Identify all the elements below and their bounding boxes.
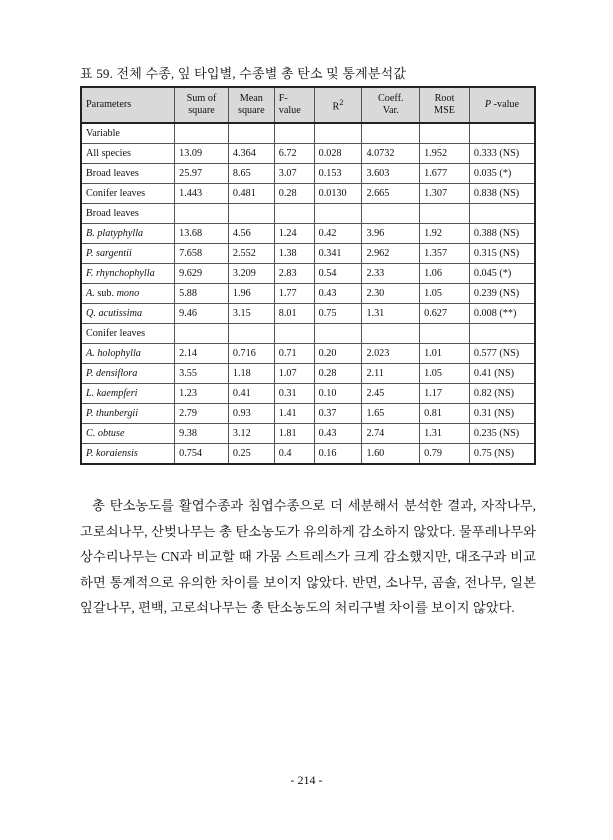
table-cell: 2.552 <box>228 244 274 264</box>
table-cell: 1.92 <box>420 224 470 244</box>
table-row <box>81 304 535 324</box>
table-cell: 2.11 <box>362 364 420 384</box>
table-cell: 1.952 <box>420 144 470 164</box>
table-cell: 1.24 <box>274 224 314 244</box>
table-cell: 0.716 <box>228 344 274 364</box>
empty-cell <box>175 204 229 224</box>
header-line: F- <box>278 93 288 104</box>
row-label <box>81 224 175 244</box>
table-cell: 0.37 <box>314 404 362 424</box>
table-cell: 5.88 <box>175 284 229 304</box>
table-cell: 3.603 <box>362 164 420 184</box>
empty-cell <box>362 204 420 224</box>
row-label <box>81 304 175 324</box>
species-name: A. holophylla <box>86 348 141 359</box>
page-number: - 214 - <box>290 773 323 787</box>
empty-cell <box>314 204 362 224</box>
table-row <box>81 144 535 164</box>
header-line: Coeff. <box>378 93 404 104</box>
table-cell: 0.82 (NS) <box>469 384 535 404</box>
header-line: MSE <box>434 105 455 116</box>
empty-cell <box>274 204 314 224</box>
table-cell: 1.41 <box>274 404 314 424</box>
table-cell: 13.09 <box>175 144 229 164</box>
empty-cell <box>362 324 420 344</box>
empty-cell <box>175 324 229 344</box>
table-cell: 1.05 <box>420 284 470 304</box>
row-label <box>81 284 175 304</box>
section-header-row <box>81 123 535 144</box>
row-label <box>81 244 175 264</box>
column-header <box>362 87 420 123</box>
table-cell: 0.235 (NS) <box>469 424 535 444</box>
table-cell: 0.388 (NS) <box>469 224 535 244</box>
species-name: P. thunbergii <box>86 408 139 419</box>
row-label <box>81 364 175 384</box>
table-cell: 0.81 <box>420 404 470 424</box>
table-cell: 0.75 (NS) <box>469 444 535 465</box>
table-cell: 6.72 <box>274 144 314 164</box>
table-row <box>81 424 535 444</box>
table-cell: 0.577 (NS) <box>469 344 535 364</box>
table-cell: 1.06 <box>420 264 470 284</box>
empty-cell <box>362 123 420 144</box>
table-cell: 1.77 <box>274 284 314 304</box>
table-row <box>81 344 535 364</box>
table-cell: 1.18 <box>228 364 274 384</box>
table-row <box>81 444 535 465</box>
table-cell: 0.4 <box>274 444 314 465</box>
column-header <box>228 87 274 123</box>
species-name: Broad leaves <box>86 168 139 179</box>
empty-cell <box>420 123 470 144</box>
species-name-part: mono <box>116 288 140 299</box>
header-line: square <box>188 105 215 116</box>
table-cell: 9.46 <box>175 304 229 324</box>
table-cell: 0.239 (NS) <box>469 284 535 304</box>
section-title: Broad leaves <box>81 204 175 224</box>
table-cell: 0.10 <box>314 384 362 404</box>
table-cell: 0.035 (*) <box>469 164 535 184</box>
table-cell: 1.01 <box>420 344 470 364</box>
section-title: Variable <box>81 123 175 144</box>
empty-cell <box>420 324 470 344</box>
table-cell: 0.045 (*) <box>469 264 535 284</box>
table-row <box>81 184 535 204</box>
row-label <box>81 404 175 424</box>
empty-cell <box>420 204 470 224</box>
table-cell: 4.0732 <box>362 144 420 164</box>
table-cell: 0.71 <box>274 344 314 364</box>
empty-cell <box>274 123 314 144</box>
table-cell: 1.96 <box>228 284 274 304</box>
empty-cell <box>469 204 535 224</box>
table-cell: 9.38 <box>175 424 229 444</box>
empty-cell <box>228 324 274 344</box>
table-row <box>81 264 535 284</box>
table-cell: 0.43 <box>314 284 362 304</box>
species-name: P. sargentii <box>86 248 132 259</box>
table-cell: 1.307 <box>420 184 470 204</box>
table-cell: 9.629 <box>175 264 229 284</box>
header-line: Parameters <box>86 99 132 110</box>
empty-cell <box>314 123 362 144</box>
table-cell: 0.008 (**) <box>469 304 535 324</box>
table-cell: 8.01 <box>274 304 314 324</box>
table-cell: 2.023 <box>362 344 420 364</box>
table-cell: 0.41 (NS) <box>469 364 535 384</box>
table-cell: 0.25 <box>228 444 274 465</box>
table-cell: 1.677 <box>420 164 470 184</box>
table-cell: 1.17 <box>420 384 470 404</box>
paragraph-text: 총 탄소농도를 활엽수종과 침엽수종으로 더 세분해서 분석한 결과, 자작나무, 고로쇠나무, 산벚나무는 총 탄소농도가 유의하게 감소하지 않았다. 물푸레나무와 상수리나무는 CN과 비교할 때 가뭄 스트레스가 크게 감소했지만, 대조구과 비교하면 통계적으로 유의한 차이를 보이지 않았다. 반면, 소나무, 곰솔, 전나무, 일본잎갈나무, 편백, 고로쇠나무는 총 탄소농도의 처리구별 차이를 보이지 않았다. <box>80 498 536 616</box>
table-cell: 1.65 <box>362 404 420 424</box>
table-cell: 0.28 <box>274 184 314 204</box>
table-cell: 1.357 <box>420 244 470 264</box>
table-cell: 1.31 <box>420 424 470 444</box>
column-header <box>175 87 229 123</box>
header-line: Mean <box>239 93 263 104</box>
species-name: P. densiflora <box>86 368 138 379</box>
species-name: All species <box>86 148 131 159</box>
table-cell: 2.79 <box>175 404 229 424</box>
table-cell: 0.28 <box>314 364 362 384</box>
table-cell: 2.14 <box>175 344 229 364</box>
table-cell: 1.38 <box>274 244 314 264</box>
header-line: Var. <box>382 105 399 116</box>
table-cell: 4.56 <box>228 224 274 244</box>
table-cell: 0.028 <box>314 144 362 164</box>
table-cell: 3.15 <box>228 304 274 324</box>
table-cell: 1.23 <box>175 384 229 404</box>
table-cell: 3.96 <box>362 224 420 244</box>
table-row <box>81 364 535 384</box>
body-paragraph <box>80 493 536 621</box>
species-name-part: sub. <box>94 288 117 299</box>
empty-cell <box>469 123 535 144</box>
species-name: A. <box>86 288 95 299</box>
table-cell: 25.97 <box>175 164 229 184</box>
table-cell: 3.209 <box>228 264 274 284</box>
species-name: L. kaempferi <box>86 388 138 399</box>
table-cell: 0.341 <box>314 244 362 264</box>
species-name: Conifer leaves <box>86 188 146 199</box>
table-cell: 2.74 <box>362 424 420 444</box>
table-cell: 2.83 <box>274 264 314 284</box>
table-cell: 2.665 <box>362 184 420 204</box>
table-cell: 0.79 <box>420 444 470 465</box>
row-label <box>81 424 175 444</box>
table-cell: 3.55 <box>175 364 229 384</box>
header-line: Root <box>434 93 455 104</box>
header-line: value <box>278 105 301 116</box>
species-name: P. koraiensis <box>86 448 138 459</box>
row-label <box>81 384 175 404</box>
column-header <box>274 87 314 123</box>
table-cell: 0.75 <box>314 304 362 324</box>
header-line: square <box>238 105 265 116</box>
table-cell: 0.333 (NS) <box>469 144 535 164</box>
table-cell: 0.20 <box>314 344 362 364</box>
section-header-row <box>81 324 535 344</box>
table-row <box>81 244 535 264</box>
species-name: C. obtuse <box>86 428 125 439</box>
header-line: Sum of <box>186 93 217 104</box>
table-cell: 1.81 <box>274 424 314 444</box>
empty-cell <box>469 324 535 344</box>
table-cell: 0.627 <box>420 304 470 324</box>
table-cell: 1.07 <box>274 364 314 384</box>
table-row <box>81 404 535 424</box>
empty-cell <box>274 324 314 344</box>
row-label <box>81 164 175 184</box>
table-cell: 3.07 <box>274 164 314 184</box>
table-row <box>81 224 535 244</box>
table-cell: 3.12 <box>228 424 274 444</box>
empty-cell <box>314 324 362 344</box>
table-cell: 0.0130 <box>314 184 362 204</box>
table-row <box>81 164 535 184</box>
table-cell: 0.93 <box>228 404 274 424</box>
table-cell: 0.41 <box>228 384 274 404</box>
table-cell: 1.05 <box>420 364 470 384</box>
table-cell: 0.16 <box>314 444 362 465</box>
column-header <box>314 87 362 123</box>
table-cell: 0.153 <box>314 164 362 184</box>
header-superscript: 2 <box>339 97 344 108</box>
row-label <box>81 144 175 164</box>
statistics-table <box>80 86 536 465</box>
table-cell: 8.65 <box>228 164 274 184</box>
species-name: B. platyphylla <box>86 228 144 239</box>
row-label <box>81 264 175 284</box>
table-cell: 2.962 <box>362 244 420 264</box>
row-label <box>81 344 175 364</box>
header-italic-p: P <box>484 99 492 110</box>
table-cell: 0.754 <box>175 444 229 465</box>
table-cell: 0.838 (NS) <box>469 184 535 204</box>
table-cell: 0.481 <box>228 184 274 204</box>
table-cell: 2.45 <box>362 384 420 404</box>
table-cell: 2.33 <box>362 264 420 284</box>
table-cell: 0.31 (NS) <box>469 404 535 424</box>
table-cell: 0.43 <box>314 424 362 444</box>
table-cell: 0.42 <box>314 224 362 244</box>
section-title: Conifer leaves <box>81 324 175 344</box>
table-cell: 13.68 <box>175 224 229 244</box>
table-cell: 4.364 <box>228 144 274 164</box>
row-label <box>81 184 175 204</box>
table-row <box>81 384 535 404</box>
table-cell: 1.443 <box>175 184 229 204</box>
species-name: Q. acutissima <box>86 308 143 319</box>
table-cell: 2.30 <box>362 284 420 304</box>
table-cell: 0.31 <box>274 384 314 404</box>
empty-cell <box>175 123 229 144</box>
column-header <box>81 87 175 123</box>
table-cell: 0.54 <box>314 264 362 284</box>
table-cell: 1.31 <box>362 304 420 324</box>
table-cell: 0.315 (NS) <box>469 244 535 264</box>
row-label <box>81 444 175 465</box>
header-line: R <box>332 101 340 113</box>
empty-cell <box>228 123 274 144</box>
table-cell: 7.658 <box>175 244 229 264</box>
header-line: -value <box>491 99 520 110</box>
empty-cell <box>228 204 274 224</box>
column-header <box>420 87 470 123</box>
section-header-row <box>81 204 535 224</box>
table-caption: 표 59. 전체 수종, 잎 타입별, 수종별 총 탄소 및 통계분석값 <box>80 66 407 81</box>
table-row <box>81 284 535 304</box>
column-header <box>469 87 535 123</box>
table-header-row <box>81 87 535 123</box>
species-name: F. rhynchophylla <box>86 268 155 279</box>
table-cell: 1.60 <box>362 444 420 465</box>
